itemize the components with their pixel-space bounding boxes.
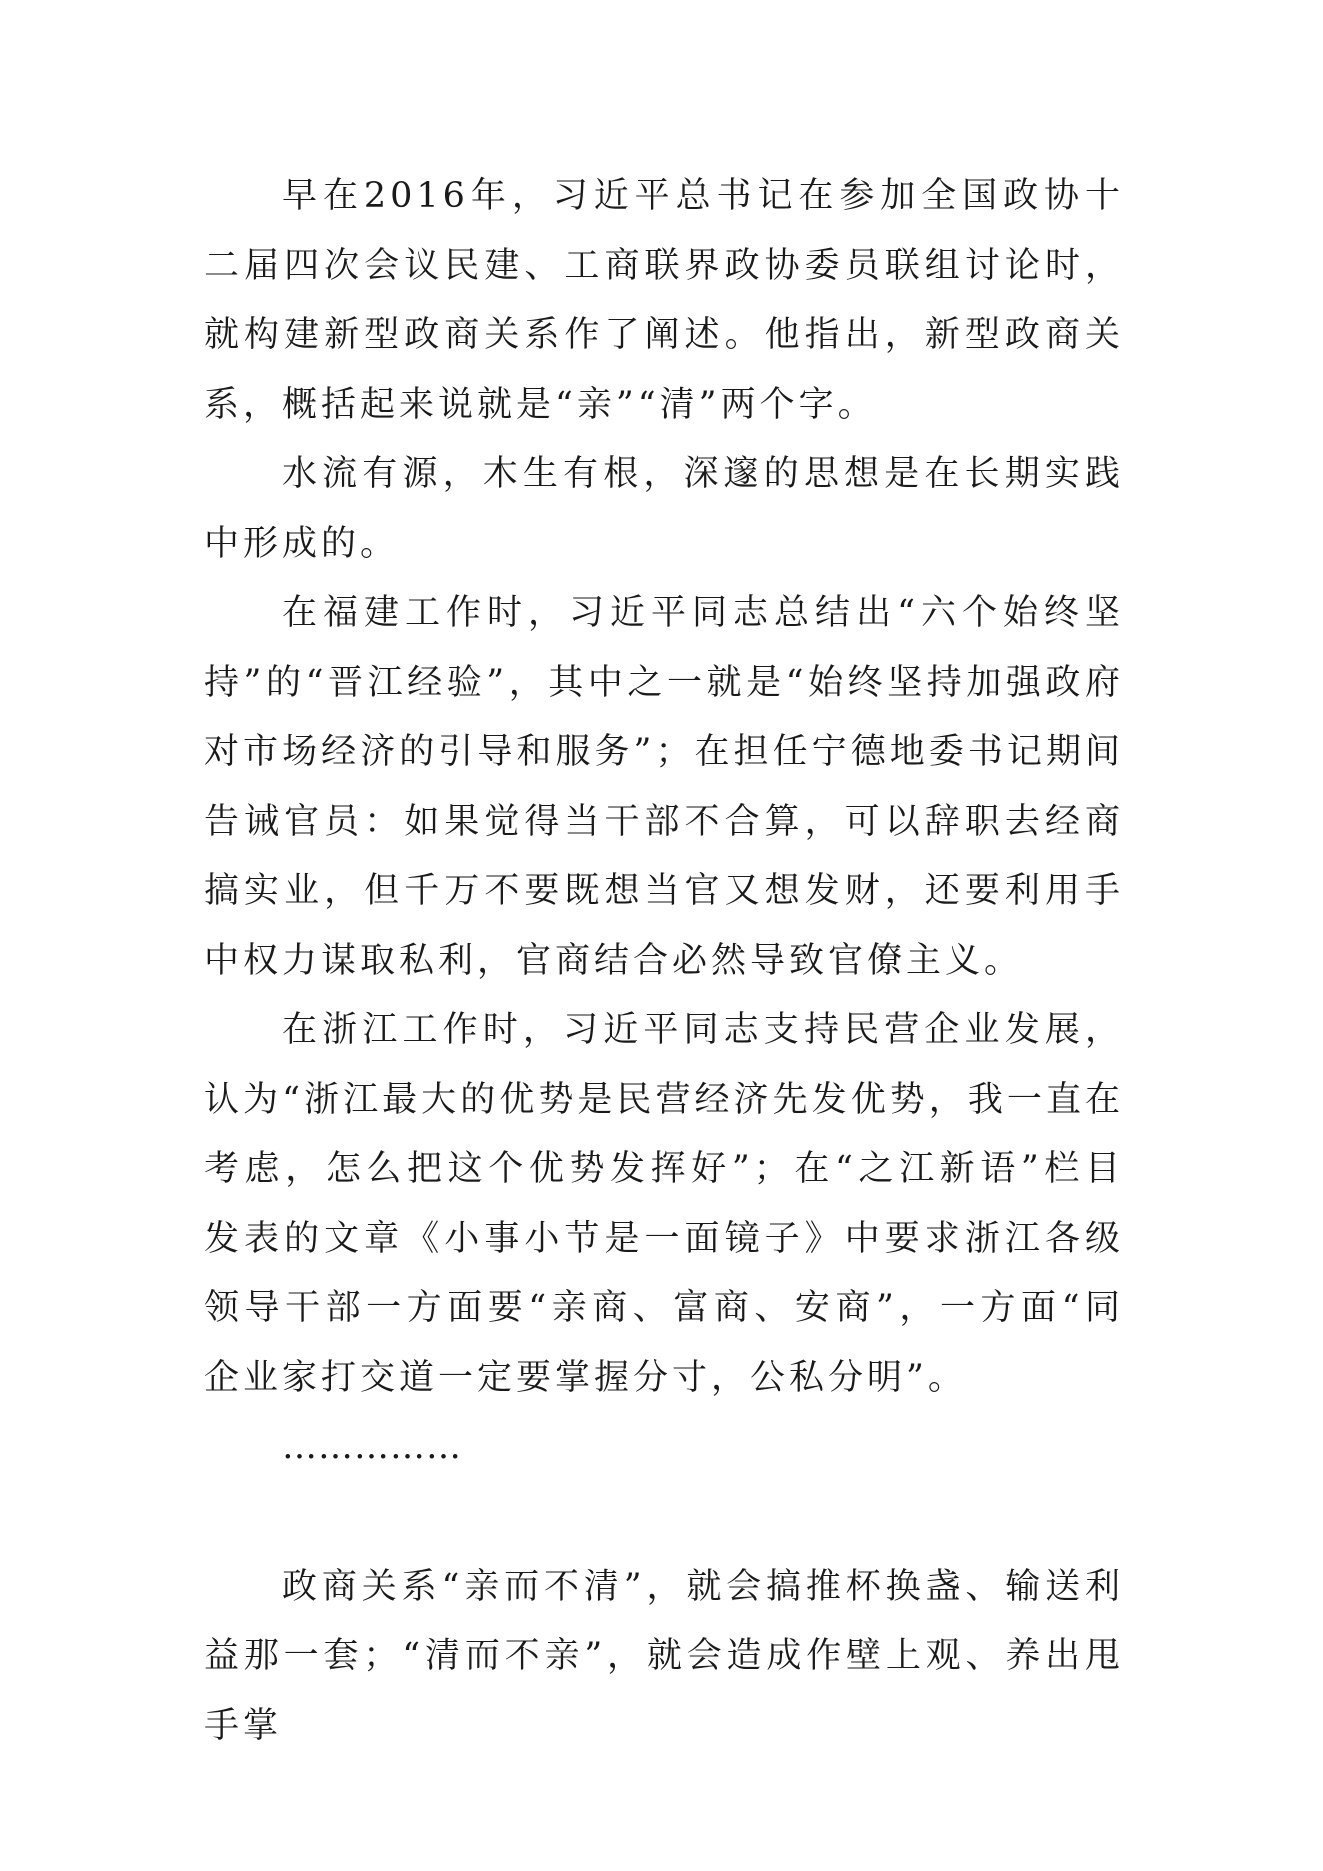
paragraph-2016-dialogue: 早在2016年，习近平总书记在参加全国政协十二届四次会议民建、工商联界政协委员联组讨论时，就构建新型政商关系作了阐述。他指出，新型政商关系，概括起来说就是“亲”“清”两个字。	[204, 176, 1124, 425]
paragraph-closing: 政商关系“亲而不清”，就会搞推杯换盏、输送利益那一套；“清而不亲”，就会造成作壁上观、养出甩手掌	[204, 1566, 1124, 1746]
paragraph-fujian-work: 在福建工作时，习近平同志总结出“六个始终坚持”的“晋江经验”，其中之一就是“始终坚持加强政府对市场经济的引导和服务”；在担任宁德地委书记期间告诫官员：如果觉得当干部不合算，可以辞职去经商搞实业，但千万不要既想当官又想发财，还要利用手中权力谋取私利，官商结合必然导致官僚主义。	[204, 593, 1124, 981]
ellipsis-separator: ……………	[282, 1427, 462, 1467]
blank-gap	[204, 1483, 1124, 1553]
paragraph-zhejiang-work: 在浙江工作时，习近平同志支持民营企业发展，认为“浙江最大的优势是民营经济先发优势，我一直在考虑，怎么把这个优势发挥好”；在“之江新语”栏目发表的文章《小事小节是一面镜子》中要求浙江各级领导干部一方面要“亲商、富商、安商”，一方面“同企业家打交道一定要掌握分寸，公私分明”。	[204, 1010, 1124, 1398]
paragraph-source-roots: 水流有源，木生有根，深邃的思想是在长期实践中形成的。	[204, 454, 1124, 564]
document-body	[204, 162, 1124, 1761]
